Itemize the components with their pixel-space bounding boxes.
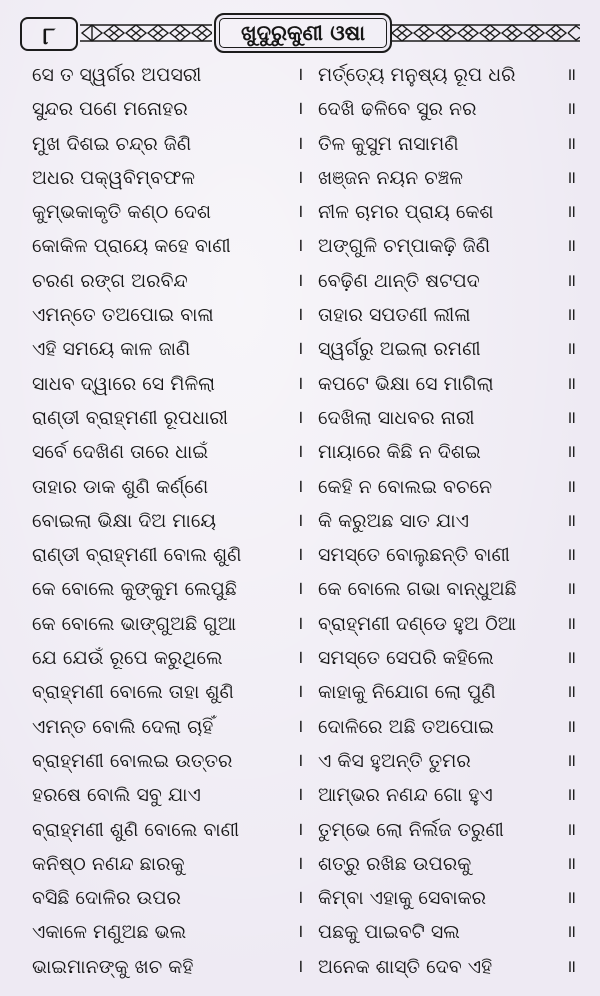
- half-verse-separator: ।: [296, 166, 304, 188]
- page-number: ୮: [20, 17, 78, 51]
- half-verse-separator: ।: [296, 887, 304, 909]
- verse-first-half: ବ୍ରାହ୍ମଣୀ ବୋଲଇ ଉତ୍ତର: [32, 749, 233, 772]
- verse-first-half: ବୋଇଲା ଭିକ୍ଷା ଦିଅ ମାୟେ: [32, 509, 217, 532]
- verse-line: [0, 229, 600, 263]
- verse-line: [0, 710, 600, 744]
- full-verse-separator: ॥: [566, 202, 578, 223]
- verse-first-half: ଭାଇମାନଙ୍କୁ ଖଚ କହି: [32, 955, 194, 978]
- half-verse-separator: ।: [296, 475, 304, 497]
- verse-second-half: ମାୟାରେ କିଛି ନ ଦିଶଇ: [318, 441, 481, 464]
- full-verse-separator: ॥: [566, 270, 578, 291]
- verse-second-half: ଖଞ୍ଜନ ନୟନ ଚଞ୍ଚଳ: [318, 166, 463, 189]
- full-verse-separator: ॥: [566, 579, 578, 600]
- full-verse-separator: ॥: [566, 716, 578, 737]
- half-verse-separator: ।: [296, 818, 304, 840]
- full-verse-separator: ॥: [566, 750, 578, 771]
- verse-first-half: ରାଣ୍ଡୀ ବ୍ରାହ୍ମଣୀ ରୂପଧାରୀ: [32, 406, 228, 429]
- verse-first-half: ସାଧବ ଦ୍ୱାରେ ସେ ମିଳିଲା: [32, 372, 216, 395]
- verse-second-half: ବେଢ଼ିଣ ଥାନ୍ତି ଷଟପଦ: [318, 269, 480, 292]
- verse-second-half: କାହାକୁ ନିଯୋଗ ଲୋ ପୁଣି: [318, 681, 496, 704]
- verse-second-half: ବ୍ରାହ୍ମଣୀ ଦଣ୍ଡେ ହୁଅ ଠିଆ: [318, 612, 517, 635]
- verse-line: [0, 744, 600, 778]
- verse-line: [0, 195, 600, 229]
- verse-first-half: ମୁଖ ଦିଶଇ ଚନ୍ଦ୍ର ଜିଣି: [32, 132, 192, 155]
- half-verse-separator: ।: [296, 749, 304, 771]
- verse-first-half: ସେ ତ ସ୍ୱର୍ଗର ଅପସରୀ: [32, 64, 202, 86]
- verse-first-half: କନିଷ୍ଠ ନଣନ୍ଦ ଛାରକୁ: [32, 852, 185, 875]
- full-verse-separator: ॥: [566, 545, 578, 566]
- verse-second-half: ସ୍ୱର୍ଗରୁ ଅଇଲା ରମଣୀ: [318, 338, 481, 361]
- verse-first-half: ବ୍ରାହ୍ମଣୀ ଶୁଣି ବୋଲେ ବାଣୀ: [32, 818, 240, 841]
- verse-line: [0, 92, 600, 126]
- verse-second-half: ତିଳ କୁସୁମ ନାସାମଣି: [318, 132, 459, 155]
- half-verse-separator: ।: [296, 852, 304, 874]
- full-verse-separator: ॥: [566, 922, 578, 943]
- full-verse-separator: ॥: [566, 476, 578, 497]
- verse-first-half: ଏକାଳେ ମଣୁଅଛ ଭଲ: [32, 921, 187, 944]
- full-verse-separator: ॥: [566, 373, 578, 394]
- half-verse-separator: ।: [296, 406, 304, 428]
- verse-line: [0, 572, 600, 606]
- verse-line: [0, 881, 600, 915]
- verse-second-half: କପଟେ ଭିକ୍ଷା ସେ ମାଗିଲା: [318, 372, 494, 395]
- verse-second-half: ଅଙ୍ଗୁଳି ଚମ୍ପାକଢ଼ି ଜିଣି: [318, 235, 491, 258]
- verse-first-half: କୋକିଳ ପ୍ରାୟେ କହେ ବାଣୀ: [32, 235, 231, 258]
- page-header: [0, 8, 600, 58]
- verse-first-half: କେ ବୋଲେ କୁଙ୍କୁମ ଲେପୁଛି: [32, 578, 237, 601]
- half-verse-separator: ।: [296, 304, 304, 326]
- half-verse-separator: ।: [296, 647, 304, 669]
- half-verse-separator: ।: [296, 578, 304, 600]
- verse-line: [0, 367, 600, 401]
- half-verse-separator: ।: [296, 201, 304, 223]
- verse-line: [0, 504, 600, 538]
- full-verse-separator: ॥: [566, 305, 578, 326]
- verse-line: [0, 264, 600, 298]
- verse-second-half: କି କରୁଅଛ ସାତ ଯାଏ: [318, 509, 469, 532]
- verse-second-half: ନୀଳ ଚାମର ପ୍ରାୟ କେଶ: [318, 201, 494, 224]
- verse-first-half: ବ୍ରାହ୍ମଣୀ ବୋଲେ ତାହା ଶୁଣି: [32, 681, 234, 704]
- full-verse-separator: ॥: [566, 888, 578, 909]
- full-verse-separator: ॥: [566, 785, 578, 806]
- half-verse-separator: ।: [296, 98, 304, 120]
- full-verse-separator: ॥: [566, 339, 578, 360]
- full-verse-separator: ॥: [566, 65, 578, 85]
- verse-second-half: ପଛକୁ ପାଇବଟି ସଲ: [318, 921, 460, 944]
- half-verse-separator: ।: [296, 955, 304, 977]
- verse-second-half: କିମ୍ବା ଏହାକୁ ସେବାକର: [318, 887, 487, 910]
- verse-second-half: ତାହାର ସପତଣୀ ଲୀଳା: [318, 304, 471, 327]
- half-verse-separator: ।: [296, 269, 304, 291]
- verse-line: [0, 401, 600, 435]
- half-verse-separator: ।: [296, 784, 304, 806]
- verse-line: [0, 607, 600, 641]
- verse-first-half: କେ ବୋଲେ ଭାଙ୍ଗୁଅଛି ଗୁଆ: [32, 612, 237, 635]
- verse-line: [0, 470, 600, 504]
- verse-first-half: ସୁନ୍ଦର ପଣେ ମନୋହର: [32, 98, 188, 121]
- verse-second-half: କେ ବୋଲେ ଗଭା ବାନ୍ଧୁଅଛି: [318, 578, 517, 601]
- verse-line: [0, 58, 600, 92]
- full-verse-separator: ॥: [566, 99, 578, 120]
- verse-first-half: ଏମନ୍ତ ବୋଲି ଦେଲା ଚାହିଁ: [32, 715, 214, 738]
- verse-line: [0, 847, 600, 881]
- half-verse-separator: ।: [296, 132, 304, 154]
- verse-first-half: ହରଷେ ବୋଲି ସବୁ ଯାଏ: [32, 784, 201, 807]
- verse-line: [0, 127, 600, 161]
- full-verse-separator: ॥: [566, 819, 578, 840]
- half-verse-separator: ।: [296, 235, 304, 257]
- verse-first-half: ସର୍ବେ ଦେଖିଣ ତାରେ ଧାଇଁ: [32, 441, 209, 464]
- full-verse-separator: ॥: [566, 956, 578, 977]
- full-verse-separator: ॥: [566, 133, 578, 154]
- full-verse-separator: ॥: [566, 853, 578, 874]
- half-verse-separator: ।: [296, 681, 304, 703]
- full-verse-separator: ॥: [566, 236, 578, 257]
- verse-line: [0, 161, 600, 195]
- full-verse-separator: ॥: [566, 613, 578, 634]
- verse-first-half: ଚରଣ ରଙ୍ଗ ଅରବିନ୍ଦ: [32, 269, 188, 292]
- verse-line: [0, 915, 600, 949]
- verse-first-half: ତାହାର ଡାକ ଶୁଣି କର୍ଣ୍ଣେ: [32, 475, 209, 498]
- half-verse-separator: ।: [296, 64, 304, 85]
- verse-second-half: ମର୍ତ୍ତ୍ୟେ ମନୁଷ୍ୟ ରୂପ ଧରି: [318, 64, 516, 86]
- verse-second-half: ଦେଖି ଢଳିବେ ସୁର ନର: [318, 98, 477, 121]
- verse-line: [0, 675, 600, 709]
- verse-second-half: ସମସ୍ତେ ସେପରି କହିଲେ: [318, 647, 494, 670]
- verse-second-half: ତୁମ୍ଭେ ଲୋ ନିର୍ଲଜ ତରୁଣୀ: [318, 818, 504, 841]
- verse-first-half: କୁମ୍ଭକାକୃତି କଣ୍ଠ ଦେଶ: [32, 201, 212, 224]
- half-verse-separator: ।: [296, 441, 304, 463]
- verse-second-half: ଶତ୍ରୁ ରଖିଛ ଉପରକୁ: [318, 852, 472, 875]
- half-verse-separator: ।: [296, 921, 304, 943]
- half-verse-separator: ।: [296, 509, 304, 531]
- verse-first-half: ଯେ ଯେଉଁ ରୂପେ କରୁଥିଲେ: [32, 647, 223, 670]
- verse-first-half: ଏମନ୍ତେ ତଅପୋଇ ବାଳା: [32, 304, 214, 327]
- full-verse-separator: ॥: [566, 682, 578, 703]
- verse-line: [0, 778, 600, 812]
- verse-second-half: ସମସ୍ତେ ବୋଲୁଛନ୍ତି ବାଣୀ: [318, 544, 510, 567]
- verse-second-half: ଅନେକ ଶାସ୍ତି ଦେବ ଏହି: [318, 955, 493, 978]
- half-verse-separator: ।: [296, 715, 304, 737]
- half-verse-separator: ।: [296, 338, 304, 360]
- full-verse-separator: ॥: [566, 648, 578, 669]
- page-title: ଖୁଦୁରୁକୁଣୀ ଓଷା: [214, 13, 392, 53]
- verse-second-half: ଦେଖିଲା ସାଧବର ନାରୀ: [318, 406, 475, 429]
- ornament-left: [80, 20, 212, 46]
- verse-list: [0, 58, 600, 984]
- verse-line: [0, 950, 600, 984]
- verse-second-half: ଆମ୍ଭର ନଣନ୍ଦ ଗୋ ହୁଏ: [318, 784, 493, 807]
- verse-line: [0, 813, 600, 847]
- verse-line: [0, 538, 600, 572]
- ornament-right: [390, 20, 580, 46]
- half-verse-separator: ।: [296, 612, 304, 634]
- verse-first-half: ରାଣ୍ଡୀ ବ୍ରାହ୍ମଣୀ ବୋଲ ଶୁଣି: [32, 544, 242, 567]
- verse-line: [0, 435, 600, 469]
- verse-line: [0, 641, 600, 675]
- verse-line: [0, 332, 600, 366]
- verse-first-half: ବସିଛି ଦୋଳିର ଉପର: [32, 887, 181, 910]
- full-verse-separator: ॥: [566, 167, 578, 188]
- verse-first-half: ଅଧର ପକ୍ୱବିମ୍ବଫଳ: [32, 166, 195, 189]
- verse-second-half: କେହି ନ ବୋଲଇ ବଚନେ: [318, 475, 493, 498]
- full-verse-separator: ॥: [566, 407, 578, 428]
- half-verse-separator: ।: [296, 544, 304, 566]
- full-verse-separator: ॥: [566, 442, 578, 463]
- verse-first-half: ଏହି ସମୟେ କାଳ ଜାଣି: [32, 338, 191, 361]
- full-verse-separator: ॥: [566, 510, 578, 531]
- verse-second-half: ଏ କିସ ହୁଅନ୍ତି ତୁମର: [318, 749, 471, 772]
- half-verse-separator: ।: [296, 372, 304, 394]
- verse-line: [0, 298, 600, 332]
- verse-second-half: ଦୋଳିରେ ଅଛି ତଅପୋଇ: [318, 715, 495, 738]
